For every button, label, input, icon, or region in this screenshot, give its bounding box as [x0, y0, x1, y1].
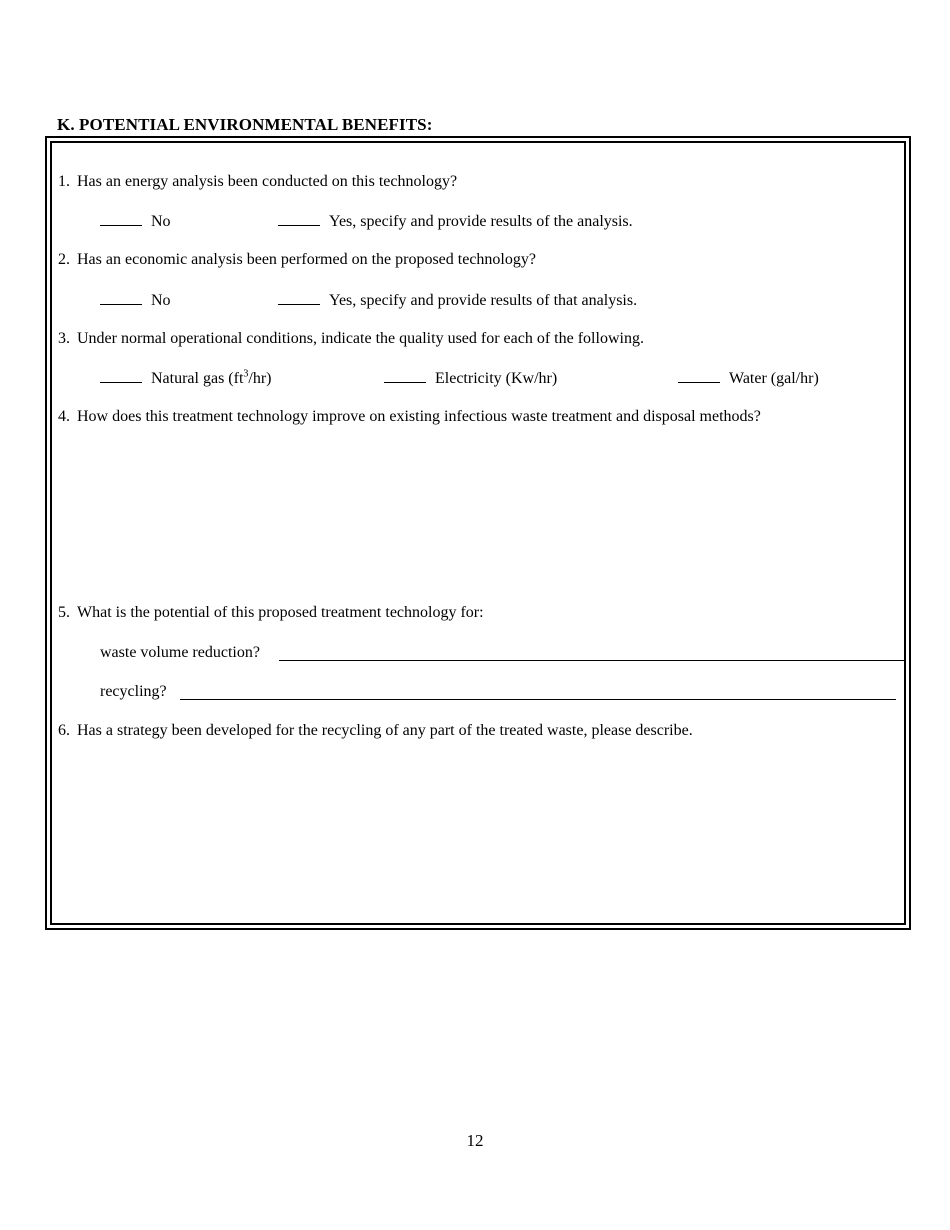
question-2-text: Has an economic analysis been performed on the proposed technology?	[77, 251, 536, 268]
q1-no-label: No	[151, 213, 171, 230]
question-5	[58, 604, 484, 622]
q5-waste-input-line[interactable]	[279, 660, 905, 661]
question-1	[58, 173, 457, 191]
question-4-number: 4.	[58, 408, 70, 425]
q3-natural-gas[interactable]	[100, 369, 272, 388]
q3-gas-label: Natural gas $(ft^3/hr)$	[151, 368, 272, 387]
q1-no-blank[interactable]	[100, 212, 142, 226]
question-2-number: 2.	[58, 251, 70, 268]
q3-water[interactable]	[678, 369, 819, 388]
question-1-number: 1.	[58, 173, 70, 190]
question-3	[58, 330, 644, 348]
q5-recycling-label: recycling?	[100, 683, 167, 700]
q5-waste-label: waste volume reduction?	[100, 644, 260, 661]
q3-water-blank[interactable]	[678, 369, 720, 383]
q3-electricity-label: Electricity (Kw/hr)	[435, 370, 558, 387]
q2-no-blank[interactable]	[100, 291, 142, 305]
q2-no-label: No	[151, 292, 171, 309]
q3-water-label: Water (gal/hr)	[729, 370, 819, 387]
q1-option-no[interactable]	[100, 212, 171, 231]
q3-electricity[interactable]	[384, 369, 557, 388]
question-5-number: 5.	[58, 604, 70, 621]
question-3-text: Under normal operational conditions, indicate the quality used for each of the following.	[77, 330, 644, 347]
q1-option-yes[interactable]	[278, 212, 633, 231]
q2-option-no[interactable]	[100, 291, 171, 310]
q2-yes-blank[interactable]	[278, 291, 320, 305]
question-5-text: What is the potential of this proposed treatment technology for:	[77, 604, 484, 621]
question-4-text: How does this treatment technology improve on existing infectious waste treatment and disposal methods?	[77, 408, 761, 425]
q3-gas-blank[interactable]	[100, 369, 142, 383]
question-2	[58, 251, 536, 269]
question-1-text: Has an energy analysis been conducted on this technology?	[77, 173, 458, 190]
question-3-number: 3.	[58, 330, 70, 347]
q5-recycling-input-line[interactable]	[180, 699, 896, 700]
page-number: 12	[466, 1131, 484, 1150]
q2-yes-label: Yes, specify and provide results of that analysis.	[329, 292, 638, 309]
q1-yes-blank[interactable]	[278, 212, 320, 226]
question-6	[58, 722, 693, 740]
question-6-number: 6.	[58, 722, 70, 739]
q1-yes-label: Yes, specify and provide results of the analysis.	[329, 213, 633, 230]
section-title: K. POTENTIAL ENVIRONMENTAL BENEFITS:	[57, 115, 433, 134]
question-4	[58, 408, 761, 426]
q3-electricity-blank[interactable]	[384, 369, 426, 383]
question-6-text: Has a strategy been developed for the recycling of any part of the treated waste, please describe.	[77, 722, 693, 739]
q2-option-yes[interactable]	[278, 291, 637, 310]
